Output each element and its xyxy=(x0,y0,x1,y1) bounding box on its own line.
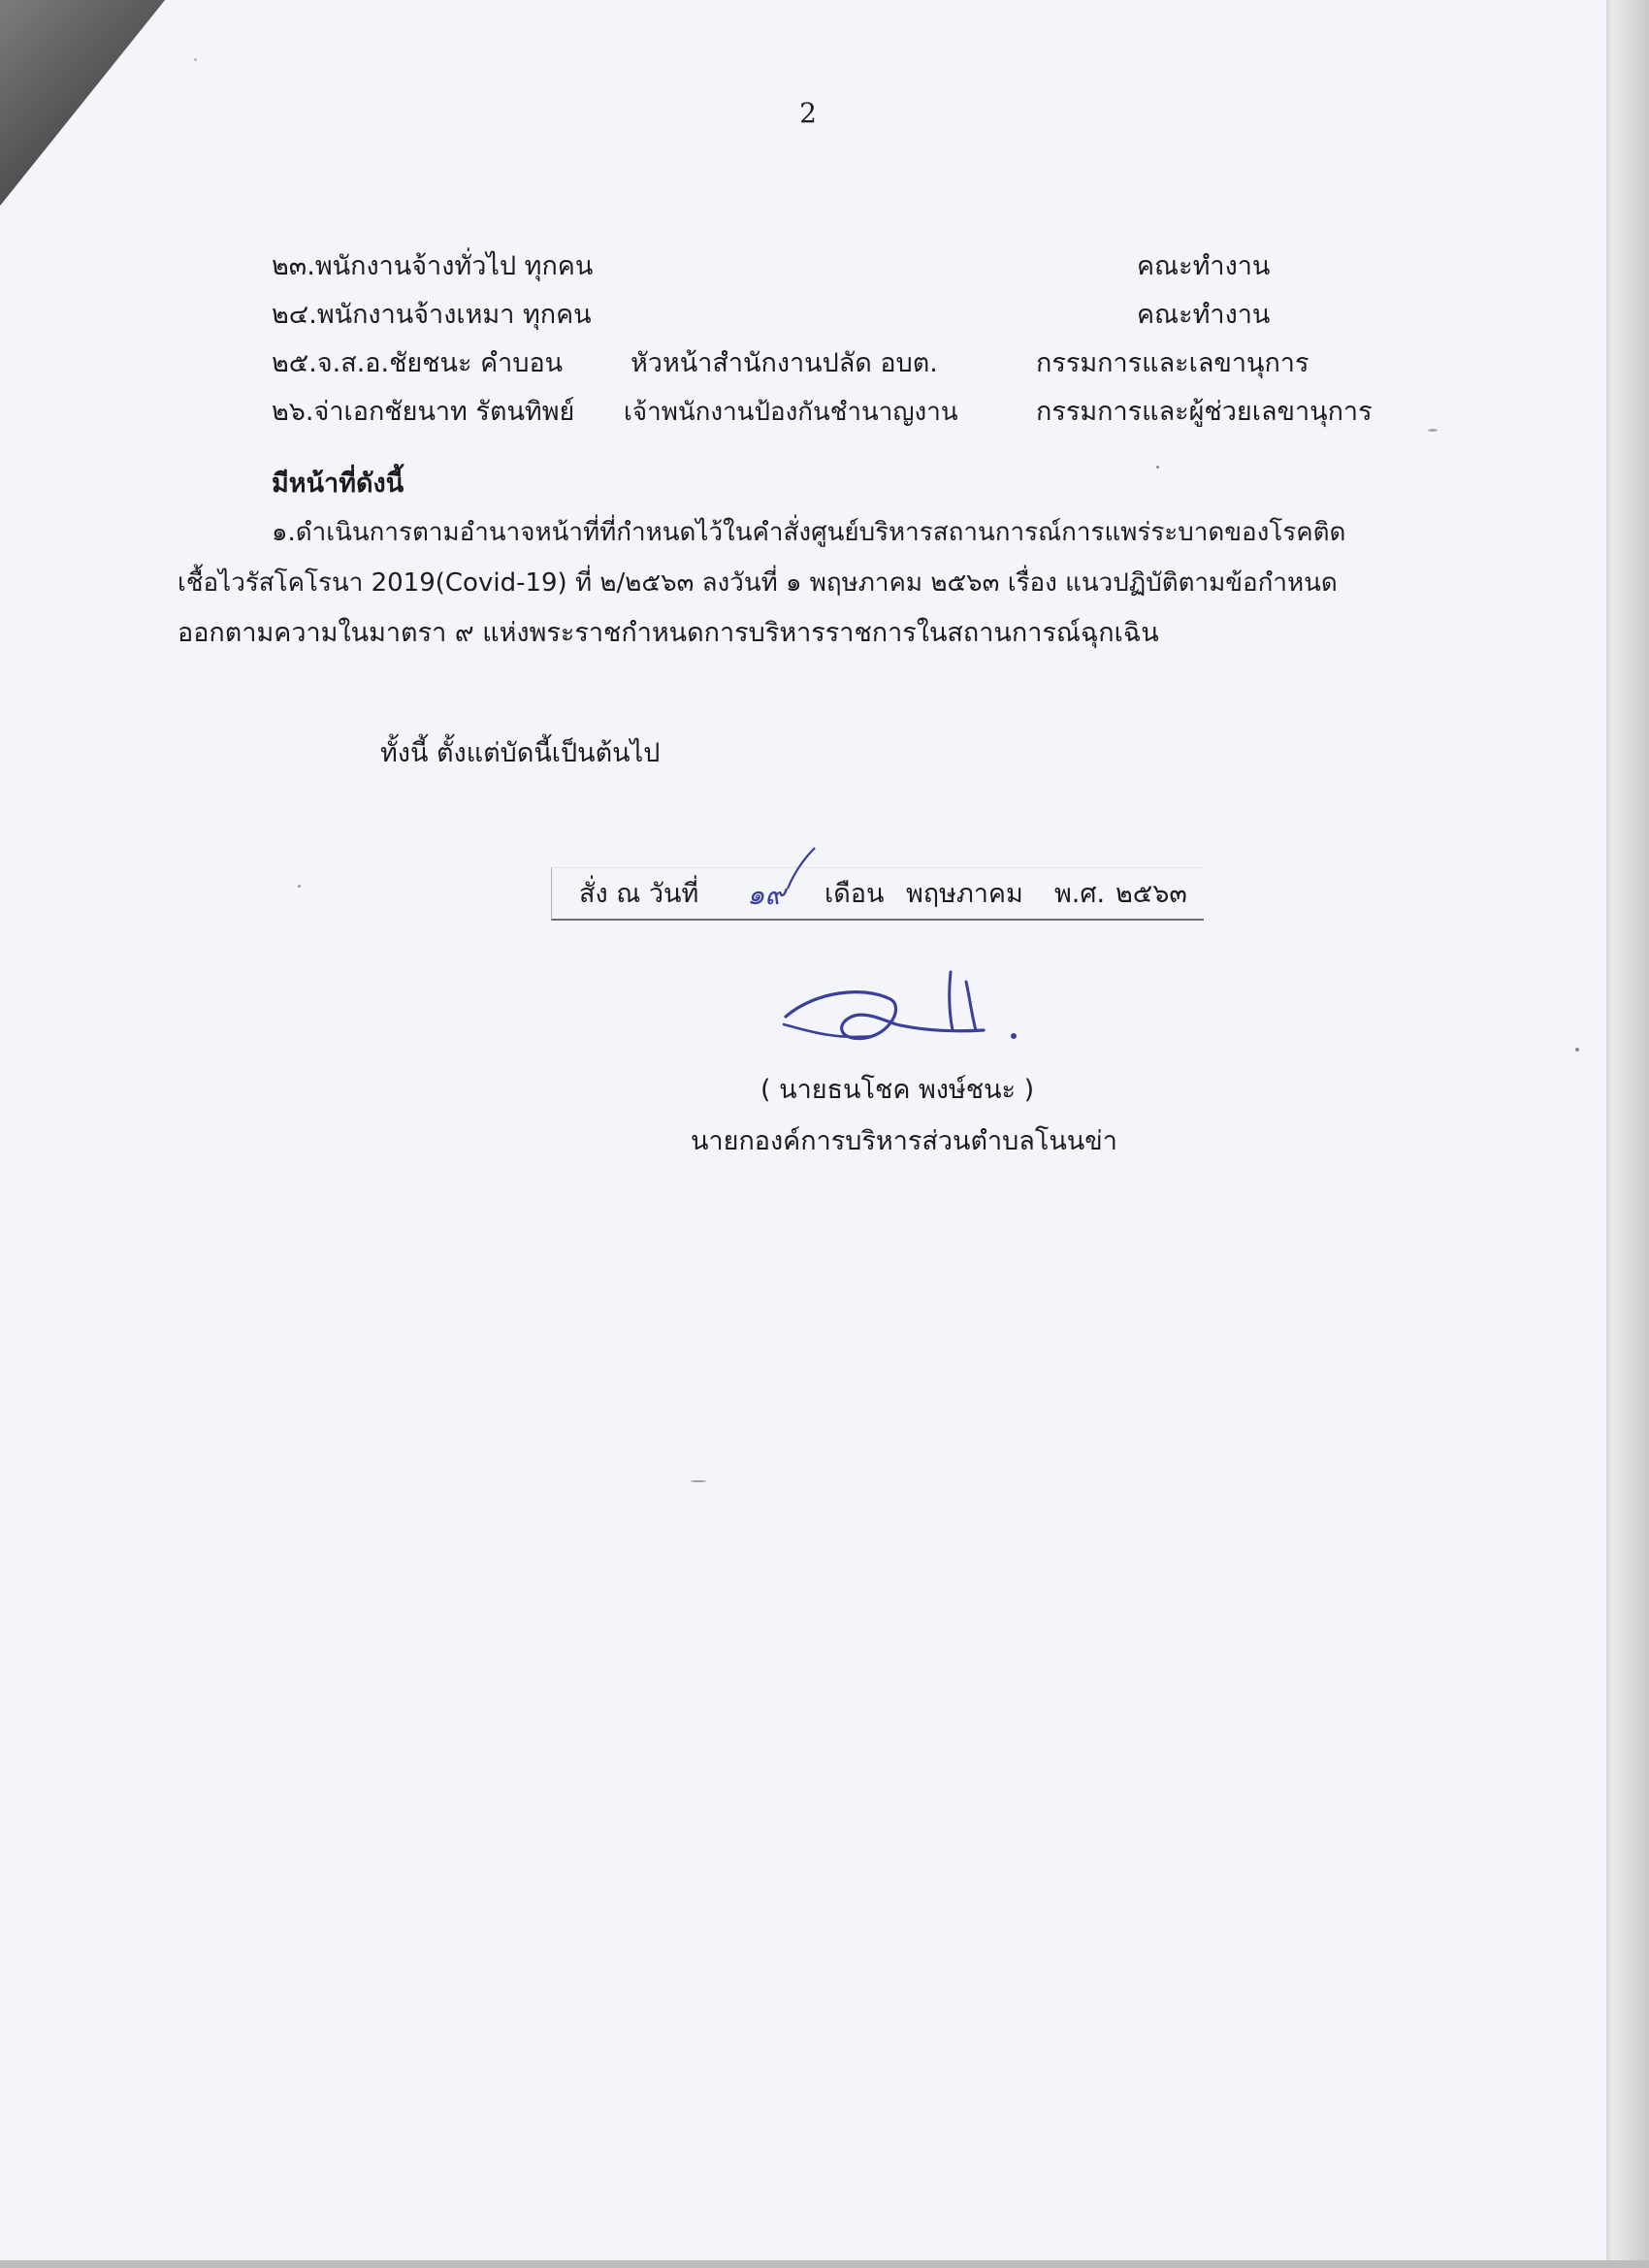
scan-speck xyxy=(691,1480,706,1482)
day-pen-stroke-line xyxy=(788,848,815,889)
scan-speck xyxy=(1156,466,1159,469)
order-date-month-label: เดือน xyxy=(824,879,885,909)
order-date-day: ๑๙ xyxy=(747,878,786,911)
member-name: ๒๕.จ.ส.อ.ชัยชนะ คำบอน xyxy=(272,348,564,378)
member-name: ๒๔.พนักงานจ้างเหมา ทุกคน xyxy=(272,300,592,330)
signature-stroke-lower xyxy=(784,1024,873,1037)
signature-icon xyxy=(776,962,1028,1059)
scan-speck xyxy=(194,58,197,61)
order-date-year: ๒๕๖๓ xyxy=(1116,879,1187,909)
scan-speck xyxy=(298,885,301,888)
scan-edge-right xyxy=(1606,0,1649,2268)
member-role: คณะทำงาน xyxy=(1137,251,1271,281)
day-pen-stroke xyxy=(784,844,823,892)
order-date-prefix: สั่ง ณ วันที่ xyxy=(579,879,699,909)
member-name: ๒๖.จ่าเอกชัยนาท รัตนทิพย์ xyxy=(272,397,575,427)
signatory-title: นายกองค์การบริหารส่วนตำบลโนนข่า xyxy=(691,1126,1117,1156)
signature-stroke-vertical-2 xyxy=(966,982,976,1030)
signature-stroke-vertical-1 xyxy=(950,972,953,1030)
member-role: กรรมการและเลขานุการ xyxy=(1036,348,1310,378)
duty-line: ๑.ดำเนินการตามอำนาจหน้าที่ที่กำหนดไว้ในคำสั่งศูนย์บริหารสถานการณ์การแพร่ระบาดของโรคติด xyxy=(272,518,1346,547)
duty-line: ออกตามความในมาตรา ๙ แห่งพระราชกำหนดการบริหารราชการในสถานการณ์ฉุกเฉิน xyxy=(178,618,1159,648)
member-role: คณะทำงาน xyxy=(1137,300,1271,330)
duty-line: เชื้อไวรัสโคโรนา 2019(Covid-19) ที่ ๒/๒๕๖๓ ลงวันที่ ๑ พฤษภาคม ๒๕๖๓ เรื่อง แนวปฏิบัติตามข้อกำหนด xyxy=(178,568,1338,598)
duties-heading: มีหน้าที่ดังนี้ xyxy=(272,469,404,499)
member-position: หัวหน้าสำนักงานปลัด อบต. xyxy=(630,348,938,378)
page-number: 2 xyxy=(799,97,817,129)
scan-speck xyxy=(1428,429,1438,432)
effective-clause: ทั้งนี้ ตั้งแต่บัดนี้เป็นต้นไป xyxy=(380,738,661,768)
order-date-year-label: พ.ศ. xyxy=(1054,879,1106,909)
order-date-month: พฤษภาคม xyxy=(906,879,1023,909)
scan-edge-bottom xyxy=(0,2260,1649,2268)
scan-speck xyxy=(1575,1048,1579,1052)
signatory-name: ( นายธนโชค พงษ์ชนะ ) xyxy=(760,1075,1035,1105)
member-name: ๒๓.พนักงานจ้างทั่วไป ทุกคน xyxy=(272,251,594,281)
signature-dot xyxy=(1011,1033,1017,1039)
member-role: กรรมการและผู้ช่วยเลขานุการ xyxy=(1036,397,1373,427)
member-position: เจ้าพนักงานป้องกันชำนาญงาน xyxy=(624,398,958,427)
